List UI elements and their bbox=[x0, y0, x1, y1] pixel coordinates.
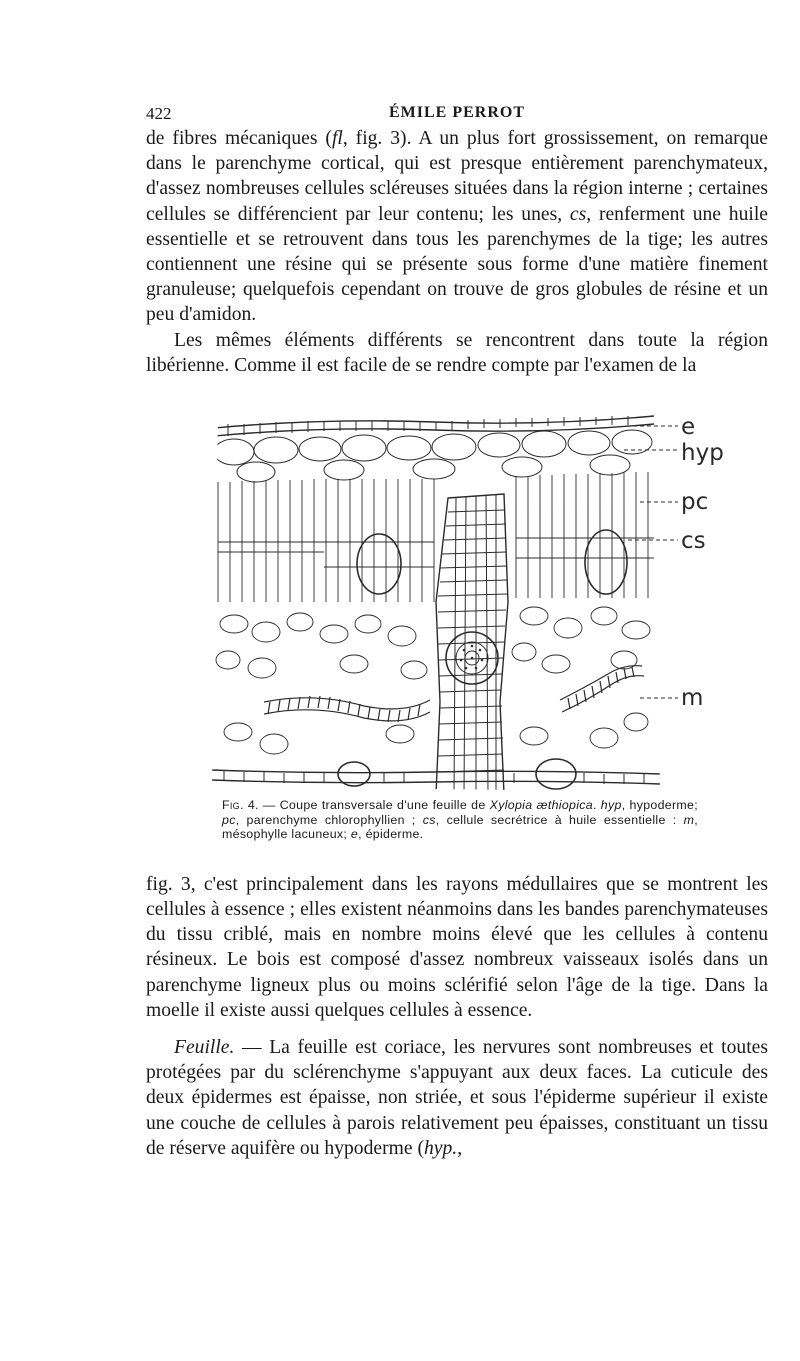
caption-text-c: , hypoderme; bbox=[621, 798, 698, 813]
paragraph-1-text-a: de fibres mécaniques ( bbox=[146, 128, 332, 149]
caption-text-e: , cellule secrétrice à huile essentielle : bbox=[435, 812, 684, 827]
palisade-parenchyma bbox=[218, 472, 654, 602]
paragraph-1-text-b: , fig. 3). A un plus fort grossissement, on remarque dans le parenchyme cortical, qui est presque entièrement parenchymateux, d'assez nombreuses cellules scléreuses situées dans la région interne ; certaines cellules se différencient par leur contenu; les unes, bbox=[146, 128, 768, 225]
label-cs: cs bbox=[681, 528, 706, 555]
figure-caption bbox=[222, 798, 698, 842]
page-number: 422 bbox=[146, 104, 172, 123]
hypoderm-layer bbox=[214, 430, 652, 482]
spongy-mesophyll bbox=[216, 607, 650, 754]
lower-epidermis bbox=[212, 770, 660, 784]
spiral-vessels bbox=[264, 666, 644, 722]
caption-em-f: e bbox=[350, 827, 359, 842]
paragraph-4-em-b: hyp. bbox=[424, 1137, 458, 1159]
caption-em-d: cs bbox=[422, 812, 436, 827]
paragraph-3 bbox=[146, 872, 768, 1023]
book-page bbox=[146, 96, 768, 1161]
caption-lead: Fig. 4. bbox=[222, 798, 259, 813]
label-m: m bbox=[681, 685, 704, 712]
caption-text-a: — Coupe transversale d'une feuille de bbox=[258, 798, 490, 813]
section-heading-feuille: Feuille. bbox=[174, 1037, 235, 1059]
caption-text-b: . bbox=[592, 798, 601, 813]
paragraph-2-text: Les mêmes éléments différents se rencontrent dans toute la région libérienne. Comme il est facile de se rendre compte par l'examen de la bbox=[146, 329, 768, 376]
caption-em-e: m bbox=[683, 812, 695, 827]
caption-em-b: hyp bbox=[600, 798, 622, 813]
paragraph-1-text-c: , renferment une huile essentielle et se retrouvent dans tous les parenchymes de la tige; les autres contiennent une résine qui se présente sous forme d'une matière finement granuleuse; quelquefois cependant on trouve de gros globules de résine et un peu d'amidon. bbox=[146, 203, 768, 326]
leaf-section-illustration bbox=[204, 402, 764, 794]
caption-text-f: , mésophylle lacuneux; bbox=[222, 812, 698, 842]
figure-leaf-cross-section bbox=[204, 402, 764, 794]
paragraph-2 bbox=[146, 328, 768, 378]
paragraph-4-text-a: — La feuille est coriace, les nervures sont nombreuses et toutes protégées par du sclérenchyme s'appuyant aux deux faces. La cuticule des deux épidermes est épaisse, non striée, et sous l'épiderme supérieur il existe une couche de cellules à parois relativement peu épaisses, constituant un tissu de réserve aquifère ou hypoderme ( bbox=[146, 1037, 768, 1159]
paragraph-3-text: fig. 3, c'est principalement dans les rayons médullaires que se montrent les cellules à essence ; elles existent néanmoins dans les bandes parenchymateuses du tissu criblé, mais en nombre moins élevé que les cellules à contenu résineux. Le bois est composé d'assez nombreux vaisseaux isolés dans un parenchyme ligneux plus ou moins sclérifié selon l'âge de la tige. Dans la moelle il existe aussi quelques cellules à essence. bbox=[146, 873, 768, 1021]
upper-epidermis bbox=[214, 416, 654, 436]
running-title: ÉMILE PERROT bbox=[388, 104, 525, 121]
label-hyp: hyp bbox=[681, 440, 724, 467]
paragraph-1-em-a: fl bbox=[331, 128, 343, 149]
paragraph-1-em-b: cs bbox=[569, 203, 587, 225]
running-header bbox=[146, 96, 768, 126]
caption-text-g: , épiderme. bbox=[358, 827, 424, 842]
paragraph-4 bbox=[146, 1035, 768, 1161]
caption-em-c: pc bbox=[222, 812, 236, 827]
paragraph-1 bbox=[146, 126, 768, 328]
label-leaders bbox=[624, 426, 678, 698]
vein-sclerenchyma bbox=[436, 494, 508, 794]
label-e: e bbox=[681, 414, 696, 441]
caption-em-a: Xylopia æthiopica bbox=[489, 798, 593, 813]
label-pc: pc bbox=[681, 489, 709, 516]
paragraph-4-text-b: , bbox=[457, 1137, 463, 1159]
caption-text-d: , parenchyme chlorophyllien ; bbox=[235, 812, 423, 827]
